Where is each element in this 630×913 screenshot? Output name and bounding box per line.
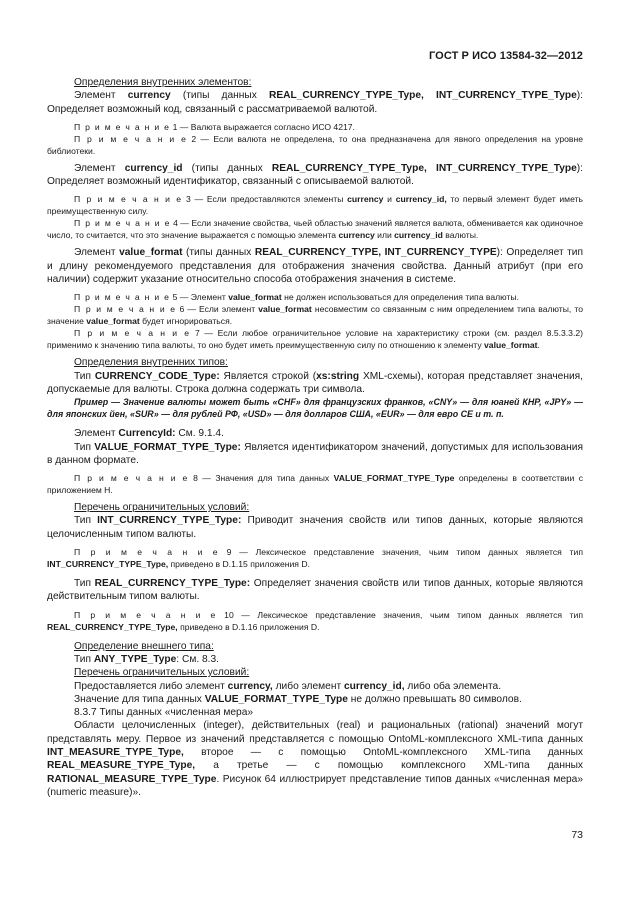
note-7: П р и м е ч а н и е 7 — Если любое ограничительное условие на характеристику строки (см. раздел 8.5.3.3.2) применимо к значению типа валюты, то оно будет иметь преимущественную силу по отношению к элементу value_format.: [47, 328, 583, 351]
heading-internal-elements: Определения внутренних элементов:: [74, 77, 252, 88]
note-label: П р и м е ч а н и е: [74, 121, 171, 132]
note-label: П р и м е ч а н и е: [74, 473, 189, 484]
note-label: П р и м е ч а н и е: [74, 194, 183, 205]
para-real-currency: Тип REAL_CURRENCY_TYPE_Type: Определяет значения свойств или типов данных, которые являются действительным типом валюты.: [47, 578, 583, 603]
para-currency-id: Элемент currency_id (типы данных REAL_CURRENCY_TYPE_Type, INT_CURRENCY_TYPE_Type): Определяет возможный идентификатор, связанный с описываемой валютой.: [47, 162, 583, 188]
para-any-type: Тип ANY_TYPE_Type: См. 8.3.: [74, 653, 219, 665]
para-restriction-1: Предоставляется либо элемент currency, либо элемент currency_id, либо оба элемента.: [74, 680, 502, 692]
note-5: П р и м е ч а н и е 5 — Элемент value_format не должен использоваться для определения типа валюты.: [74, 292, 519, 303]
note-4: П р и м е ч а н и е 4 — Если значение свойства, чьей областью значений является валюта, обменивается как одиночное число, то считается, что это значение выражается с помощью элемента currency или currency_id валюты.: [47, 218, 583, 241]
para-value-format-type: Тип VALUE_FORMAT_TYPE_Type: Является идентификатором значений, допустимых для использования в данном формате.: [47, 441, 583, 466]
note-3: П р и м е ч а н и е 3 — Если предоставляются элементы currency и currency_id, то первый элемент будет иметь преимущественную силу.: [47, 194, 583, 217]
heading-restrictions: Перечень ограничительных условий:: [74, 502, 250, 514]
heading-restrictions-2: Перечень ограничительных условий:: [74, 667, 250, 679]
note-label: П р и м е ч а н и е: [74, 292, 171, 303]
note-2: П р и м е ч а н и е 2 — Если валюта не определена, то она предназначена для явного определения на уровне библиотеки.: [47, 133, 584, 156]
page-body: [47, 76, 583, 799]
para-currencyid: Элемент CurrencyId: См. 9.1.4.: [74, 428, 224, 440]
para-currency: Элемент currency (типы данных REAL_CURRENCY_TYPE_Type, INT_CURRENCY_TYPE_Type): Определяет возможный код, связанный с рассматриваемой валютой.: [47, 90, 584, 115]
note-label: П р и м е ч а н и е: [74, 328, 191, 339]
heading-external-type: Определение внешнего типа:: [74, 640, 214, 652]
note-8: П р и м е ч а н и е 8 — Значения для типа данных VALUE_FORMAT_TYPE_Type определены в соответствии с приложением H.: [47, 473, 583, 496]
para-value-format: Элемент value_format (типы данных REAL_CURRENCY_TYPE, INT_CURRENCY_TYPE): Определяет тип и длину рекомендуемого представления для отображения значения свойства. Данный атрибут (при его наличии) содержит указание относительно способа отображения значения в системе.: [47, 247, 584, 286]
page-number: 73: [571, 829, 583, 841]
para-int-currency: Тип INT_CURRENCY_TYPE_Type: Приводит значения свойств или типов данных, которые являются целочисленным типом валюты.: [47, 515, 583, 540]
note-label: П р и м е ч а н и е: [74, 218, 171, 229]
note-label: П р и м е ч а н и е: [74, 609, 217, 620]
note-10: П р и м е ч а н и е 10 — Лексическое представление значения, чьим типом данных является тип REAL_CURRENCY_TYPE_Type, приведено в D.1.16 приложения D.: [47, 609, 584, 632]
para-restriction-2: Значение для типа данных VALUE_FORMAT_TYPE_Type не должно превышать 80 символов.: [74, 693, 522, 705]
para-currency-code: Тип CURRENCY_CODE_Type: Является строкой (xs:string XML-схемы), которая представляет значения, допускаемые для валюты. Строка должна содержать три символа.: [47, 370, 584, 395]
note-label: П р и м е ч а н и е: [74, 304, 177, 315]
heading-internal-types: Определения внутренних типов:: [74, 357, 228, 369]
note-1: П р и м е ч а н и е 1 — Валюта выражается согласно ИСО 4217.: [74, 121, 355, 132]
note-label: П р и м е ч а н и е: [74, 133, 188, 144]
note-6: П р и м е ч а н и е 6 — Если элемент value_format несовместим со связанным с ним определением типа валюты, то значение value_format будет игнорироваться.: [47, 304, 583, 327]
example: Пример — Значение валюты может быть «CHF» для французских франков, «CNY» — для юаней КНР, «JPY» — для японских йен, «SUR» — для рублей РФ, «USD» — для долларов США, «EUR» — для евро СЕ и т. п.: [47, 397, 583, 420]
note-label: П р и м е ч а н и е: [74, 547, 219, 558]
para-measure: Области целочисленных (integer), действительных (real) и рациональных (rational) значений могут представлять меру. Первое из значений представляется с помощью OntoML-комплексного XML-типа данных INT_MEASURE_TYPE_Type, второе — с помощью OntoML-комплексного XML-типа данных REAL_MEASURE_TYPE_Type, а третье — с помощью комплексного XML-типа данных RATIONAL_MEASURE_TYPE_Type. Рисунок 64 иллюстрирует представление типов данных «численная мера» (numeric measure)».: [47, 720, 583, 798]
note-9: П р и м е ч а н и е 9 — Лексическое представление значения, чьим типом данных является тип INT_CURRENCY_TYPE_Type, приведено в D.1.15 приложения D.: [47, 547, 583, 570]
running-header: ГОСТ Р ИСО 13584-32—2012: [428, 50, 583, 62]
section-heading: 8.3.7 Типы данных «численная мера»: [74, 707, 254, 719]
